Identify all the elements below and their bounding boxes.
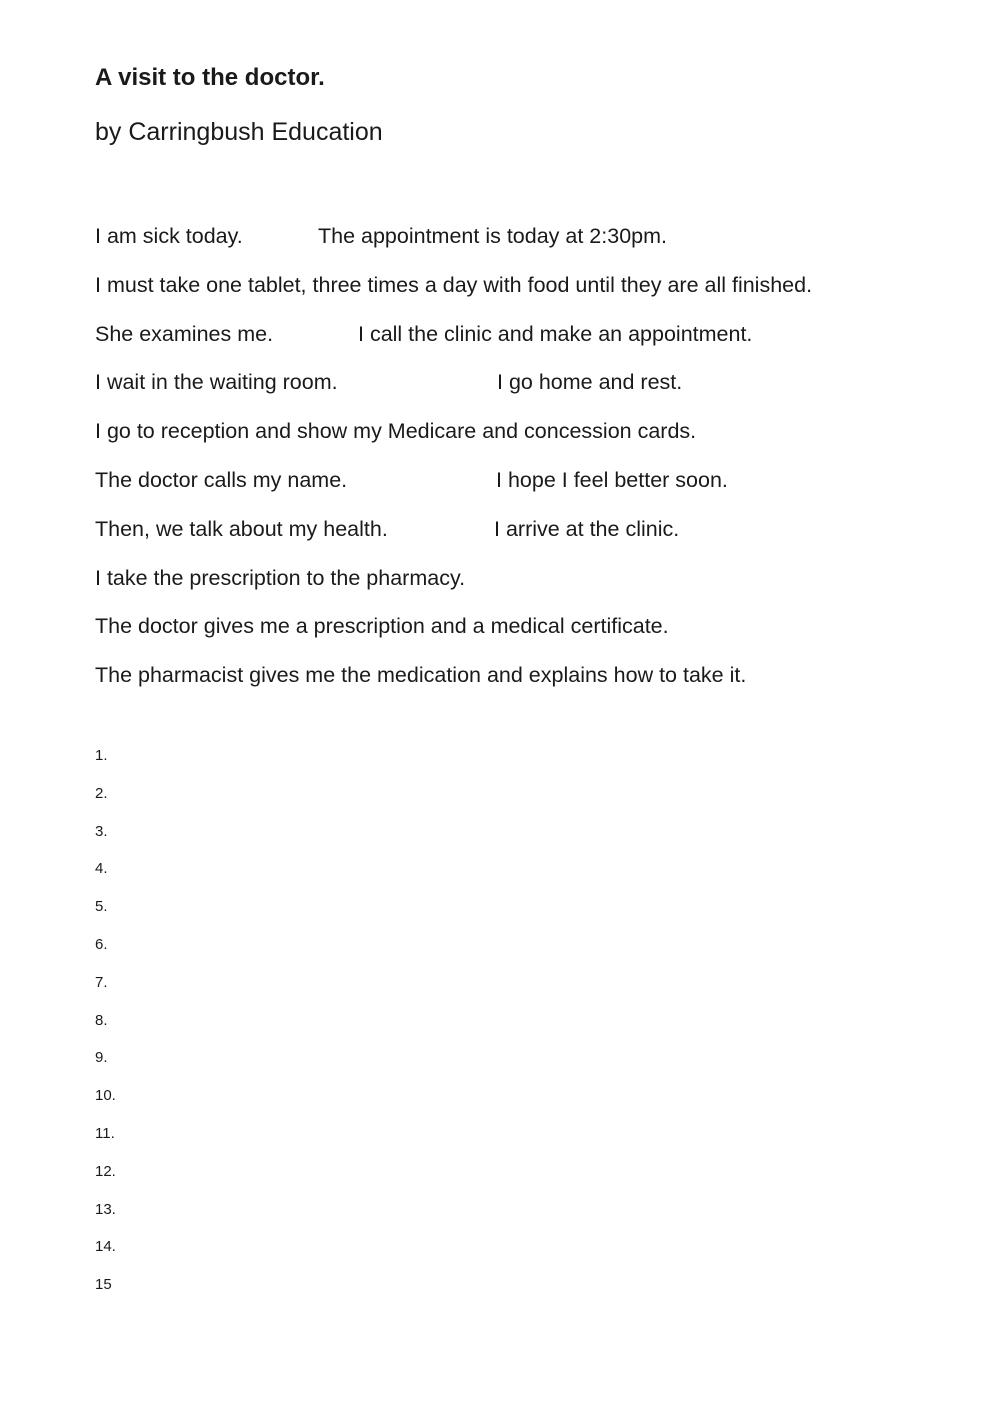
answer-number: 10. [95, 1087, 116, 1105]
sentence-line-8 [95, 563, 975, 612]
sentence-line-2 [95, 270, 975, 319]
sentence-line-3 [95, 319, 975, 368]
answer-number: 7. [95, 973, 108, 991]
answer-number: 1. [95, 747, 108, 764]
sentence-line-1 [95, 221, 975, 270]
sentence-line-6 [95, 465, 975, 514]
sentence: Then, we talk about my health. [95, 516, 388, 541]
sentence: She examines me. [95, 321, 274, 346]
sentence: I go home and rest. [497, 370, 683, 395]
sentence: I go to reception and show my Medicare and concession cards. [95, 419, 697, 444]
sentence: I arrive at the clinic. [494, 516, 680, 541]
sentence: The doctor gives me a prescription and a medical certificate. [95, 614, 669, 639]
answer-number: 8. [95, 1011, 108, 1029]
answer-number: 4. [95, 860, 108, 878]
answer-number: 13. [95, 1200, 116, 1218]
sentence: The pharmacist gives me the medication and explains how to take it. [95, 663, 747, 688]
sentence-list [95, 221, 975, 709]
answer-number: 14. [95, 1238, 116, 1256]
answer-number: 3. [95, 822, 108, 840]
sentence-line-10 [95, 660, 975, 709]
sentence-line-5 [95, 416, 975, 465]
sentence: I hope I feel better soon. [496, 467, 728, 492]
sentence: I must take one tablet, three times a day with food until they are all finished. [95, 272, 813, 297]
sentence-line-7 [95, 514, 975, 563]
answer-number: 9. [95, 1049, 108, 1067]
sentence: I call the clinic and make an appointment. [358, 321, 753, 346]
document-title: A visit to the doctor. [95, 64, 325, 91]
answer-number: 15 [95, 1276, 112, 1294]
sentence-line-4 [95, 367, 975, 416]
answer-numbering [95, 746, 116, 1313]
sentence: I am sick today. [95, 224, 243, 248]
answer-number: 12. [95, 1162, 116, 1180]
answer-number: 6. [95, 935, 108, 953]
sentence-line-9 [95, 611, 975, 660]
sentence: The doctor calls my name. [95, 467, 348, 492]
sentence: The appointment is today at 2:30pm. [318, 224, 667, 248]
answer-number: 2. [95, 784, 108, 802]
answer-number: 11. [95, 1124, 115, 1142]
sentence: I take the prescription to the pharmacy. [95, 565, 466, 590]
document-subtitle: by Carringbush Education [95, 118, 383, 146]
sentence: I wait in the waiting room. [95, 370, 338, 395]
answer-number: 5. [95, 898, 108, 916]
